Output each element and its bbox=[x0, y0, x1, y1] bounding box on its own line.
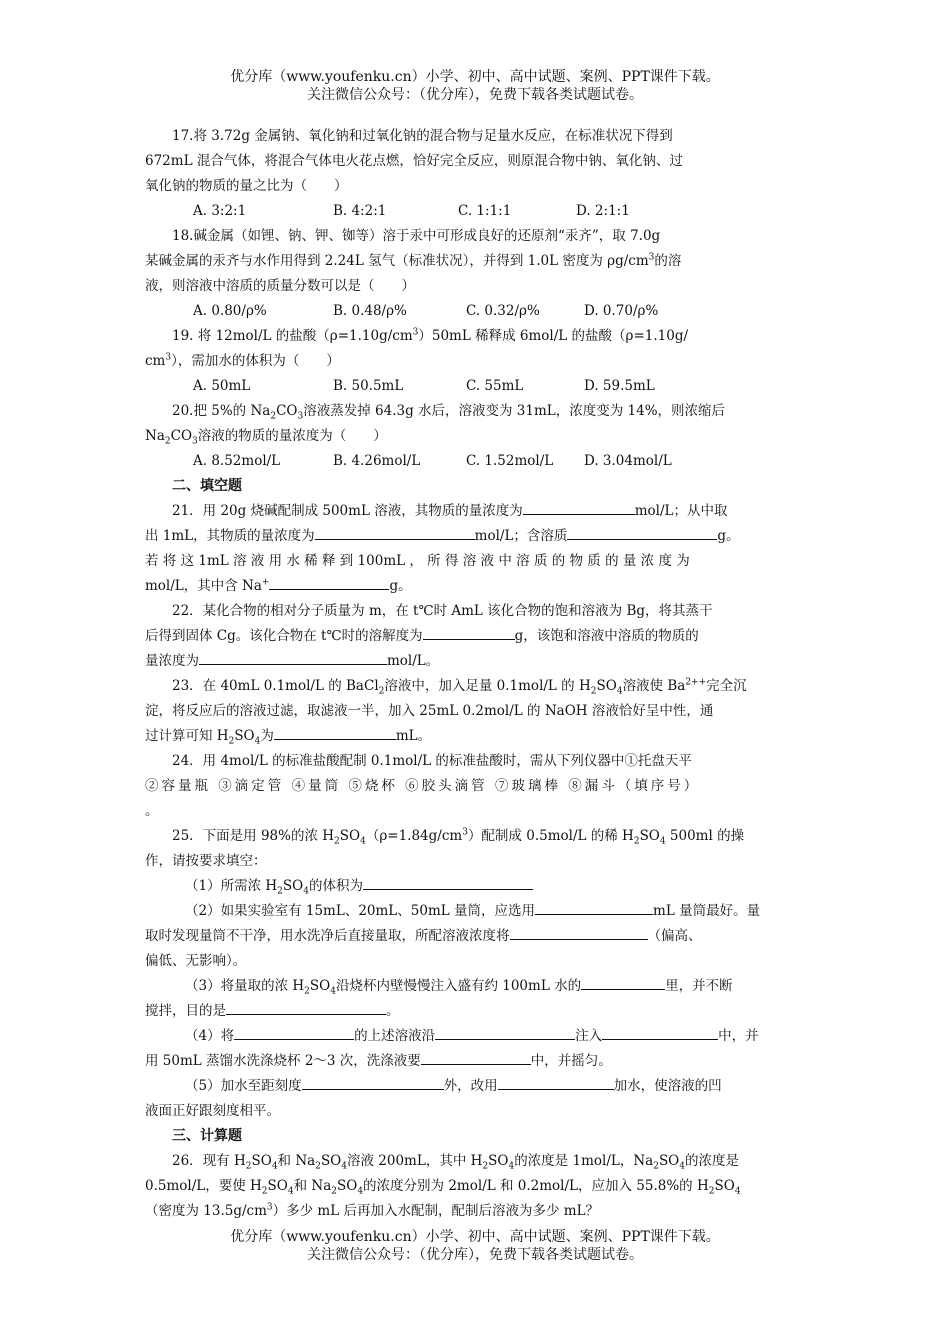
question-text: 0.5mol/L，要使 $H_2SO_4$和 $Na_2SO_4$的浓度分别为 2mol/L 和 0.2mol/L，应加入 55.8%的 $H_2SO_4$ bbox=[145, 1178, 741, 1197]
option-b: B. 4.26mol/L bbox=[333, 453, 421, 469]
question-23 bbox=[145, 674, 805, 749]
header-line-2: 关注微信公众号：（优分库），免费下载各类试题试卷。 bbox=[307, 87, 643, 103]
question-text: 氧化钠的物质的量之比为（ ） bbox=[145, 178, 348, 194]
question-19 bbox=[145, 324, 805, 399]
question-text: ②容量瓶 ③滴定管 ④量筒 ⑤烧杯 ⑥胶头滴管 ⑦玻璃棒 ⑧漏斗（填序号） bbox=[145, 778, 701, 794]
answer-blank[interactable] bbox=[363, 875, 533, 890]
answer-blank[interactable] bbox=[302, 1075, 444, 1090]
question-text: 23．在 40mL 0.1mol/L 的 BaCl$_2$溶液中，加入足量 0.1mol/L 的 $H_2SO_4$溶液使 $Ba^{2++}$完全沉 bbox=[172, 677, 747, 697]
option-d: D. 3.04mol/L bbox=[584, 453, 672, 469]
option-c: C. 1.52mol/L bbox=[466, 453, 554, 469]
page-footer bbox=[0, 1228, 950, 1264]
exam-content bbox=[145, 124, 805, 1224]
question-text: （3）将量取的浓 $H_2SO_4$沿烧杯内壁慢慢注入盛有约 100mL 水的 里，并不断 bbox=[145, 974, 805, 999]
question-text: 偏低、无影响）。 bbox=[145, 953, 247, 969]
question-26 bbox=[145, 1149, 805, 1224]
question-text: （5）加水至距刻度 外，改用 加水，使溶液的凹 bbox=[145, 1074, 805, 1099]
option-c: C. 55mL bbox=[466, 378, 524, 394]
question-text: 26．现有 $H_2SO_4$和 $Na_2SO_4$溶液 200mL，其中 $H_2SO_4$的浓度是 1mol/L，$Na_2SO_4$的浓度是 bbox=[172, 1153, 739, 1172]
page-header bbox=[0, 68, 950, 104]
footer-line-2: 关注微信公众号：（优分库），免费下载各类试题试卷。 bbox=[307, 1247, 643, 1263]
options bbox=[145, 449, 805, 474]
question-17 bbox=[145, 124, 805, 224]
question-text: 19. 将 12mol/L 的盐酸$(\rho=1.10g/cm^3)50mL$ 稀释成 6mol/L 的盐酸（ρ=1.10g/ bbox=[172, 327, 689, 344]
question-text: 过计算可知 $H_2SO_4$为 mL。 bbox=[145, 724, 805, 749]
option-d: D. 0.70/ρ% bbox=[584, 303, 659, 319]
header-line-1: 优分库（www.youfenku.cn）小学、初中、高中试题、案例、PPT课件下载。 bbox=[230, 69, 720, 85]
question-text: （4）将 的上述溶液沿 注入 中，并 bbox=[145, 1024, 805, 1049]
question-20 bbox=[145, 399, 805, 474]
question-text: （密度为 $13.5g/cm^3$）多少 mL 后再加入水配制，配制后溶液为多少 mL？ bbox=[145, 1202, 600, 1219]
question-text: 20.把 5%的 $Na_2CO_3$溶液蒸发掉 64.3g 水后，溶液变为 31mL，浓度变为 14%，则浓缩后 bbox=[172, 403, 726, 422]
option-c: C. 1:1:1 bbox=[458, 203, 512, 219]
option-c: C. 0.32/ρ% bbox=[466, 303, 540, 319]
options bbox=[145, 299, 805, 324]
section-heading: 三、计算题 bbox=[172, 1128, 242, 1144]
answer-blank[interactable] bbox=[423, 625, 515, 640]
question-text: 22．某化合物的相对分子质量为 m，在 t℃时 AmL 该化合物的饱和溶液为 Bg，将其蒸干 bbox=[172, 603, 713, 619]
question-25 bbox=[145, 824, 805, 1124]
question-text: 25．下面是用 98%的浓 $H_2SO_4(\rho=1.84g/cm^3)$配制成 0.5mol/L 的稀 $H_2SO_4$ 500ml 的操 bbox=[172, 827, 745, 847]
option-a: A. 8.52mol/L bbox=[193, 453, 281, 469]
question-text: 后得到固体 Cg。该化合物在 t℃时的溶解度为 g，该饱和溶液中溶质的物质的 bbox=[145, 624, 805, 649]
question-text: 。 bbox=[145, 803, 159, 819]
option-b: B. 0.48/ρ% bbox=[333, 303, 407, 319]
question-text: （1）所需浓 $H_2SO_4$的体积为 bbox=[145, 874, 805, 899]
question-22 bbox=[145, 599, 805, 674]
answer-blank[interactable] bbox=[581, 975, 665, 990]
options bbox=[145, 374, 805, 399]
answer-blank[interactable] bbox=[498, 1075, 614, 1090]
option-b: B. 4:2:1 bbox=[333, 203, 387, 219]
answer-blank[interactable] bbox=[510, 925, 648, 940]
answer-blank[interactable] bbox=[535, 900, 653, 915]
question-text: 某碱金属的汞齐与水作用得到 2.24L 氢气（标准状况），并得到 1.0L 密度为 $\rho g/cm^3$的溶 bbox=[145, 252, 682, 269]
question-text: （2）如果实验室有 15mL、20mL、50mL 量筒，应选用 mL 量筒最好。量 bbox=[145, 899, 805, 924]
section-heading: 二、填空题 bbox=[172, 478, 242, 494]
question-text: 出 1mL，其物质的量浓度为 mol/L；含溶质 g。 bbox=[145, 524, 805, 549]
answer-blank[interactable] bbox=[199, 650, 387, 665]
question-21 bbox=[145, 499, 805, 599]
question-text: 淀，将反应后的溶液过滤，取滤液一半，加入 25mL 0.2mol/L 的 NaOH 溶液恰好呈中性，通 bbox=[145, 703, 714, 719]
answer-blank[interactable] bbox=[523, 500, 635, 515]
question-text: mol/L，其中含 Na+ g。 bbox=[145, 574, 805, 599]
option-b: B. 50.5mL bbox=[333, 378, 404, 394]
answer-blank[interactable] bbox=[226, 1000, 386, 1015]
answer-blank[interactable] bbox=[602, 1025, 718, 1040]
footer-line-1: 优分库（www.youfenku.cn）小学、初中、高中试题、案例、PPT课件下载。 bbox=[230, 1229, 720, 1245]
question-text: $Na_2CO_3$溶液的物质的量浓度为（ ） bbox=[145, 428, 387, 447]
question-text: 作，请按要求填空： bbox=[145, 853, 267, 869]
question-18 bbox=[145, 224, 805, 324]
option-a: A. 50mL bbox=[193, 378, 251, 394]
question-text: 液面正好跟刻度相平。 bbox=[145, 1103, 280, 1119]
answer-blank[interactable] bbox=[567, 525, 717, 540]
question-text: 18.碱金属（如锂、钠、钾、铷等）溶于汞中可形成良好的还原剂“汞齐”，取 7.0g bbox=[172, 228, 661, 244]
question-text: 21．用 20g 烧碱配制成 500mL 溶液，其物质的量浓度为 mol/L；从中取 bbox=[145, 499, 805, 524]
answer-blank[interactable] bbox=[315, 525, 475, 540]
question-text: 取时发现量筒不干净，用水洗净后直接量取，所配溶液浓度将 （偏高、 bbox=[145, 924, 805, 949]
option-a: A. 0.80/ρ% bbox=[193, 303, 267, 319]
question-text: 搅拌，目的是 。 bbox=[145, 999, 805, 1024]
answer-blank[interactable] bbox=[435, 1025, 575, 1040]
answer-blank[interactable] bbox=[421, 1050, 531, 1065]
question-text: 24．用 4mol/L 的标准盐酸配制 0.1mol/L 的标准盐酸时，需从下列仪器中①托盘天平 bbox=[172, 753, 692, 769]
question-24 bbox=[145, 749, 805, 824]
option-d: D. 2:1:1 bbox=[576, 203, 630, 219]
question-text: 液，则溶液中溶质的质量分数可以是（ ） bbox=[145, 278, 415, 294]
question-text: $cm^3$），需加水的体积为（ ） bbox=[145, 352, 340, 369]
question-text: 用 50mL 蒸馏水洗涤烧杯 2～3 次，洗涤液要 中，并摇匀。 bbox=[145, 1049, 805, 1074]
options bbox=[145, 199, 805, 224]
question-text: 若 将 这 1mL 溶 液 用 水 稀 释 到 100mL ， 所 得 溶 液 中 溶 质 的 物 质 的 量 浓 度 为 bbox=[145, 553, 690, 569]
question-text: 量浓度为 mol/L。 bbox=[145, 649, 805, 674]
question-text: 672mL 混合气体，将混合气体电火花点燃，恰好完全反应，则原混合物中钠、氧化钠、过 bbox=[145, 153, 683, 169]
option-d: D. 59.5mL bbox=[584, 378, 655, 394]
answer-blank[interactable] bbox=[269, 575, 389, 590]
option-a: A. 3:2:1 bbox=[193, 203, 247, 219]
answer-blank[interactable] bbox=[234, 1025, 354, 1040]
question-text: 17.将 3.72g 金属钠、氧化钠和过氧化钠的混合物与足量水反应，在标准状况下得到 bbox=[172, 128, 673, 144]
answer-blank[interactable] bbox=[274, 725, 396, 740]
